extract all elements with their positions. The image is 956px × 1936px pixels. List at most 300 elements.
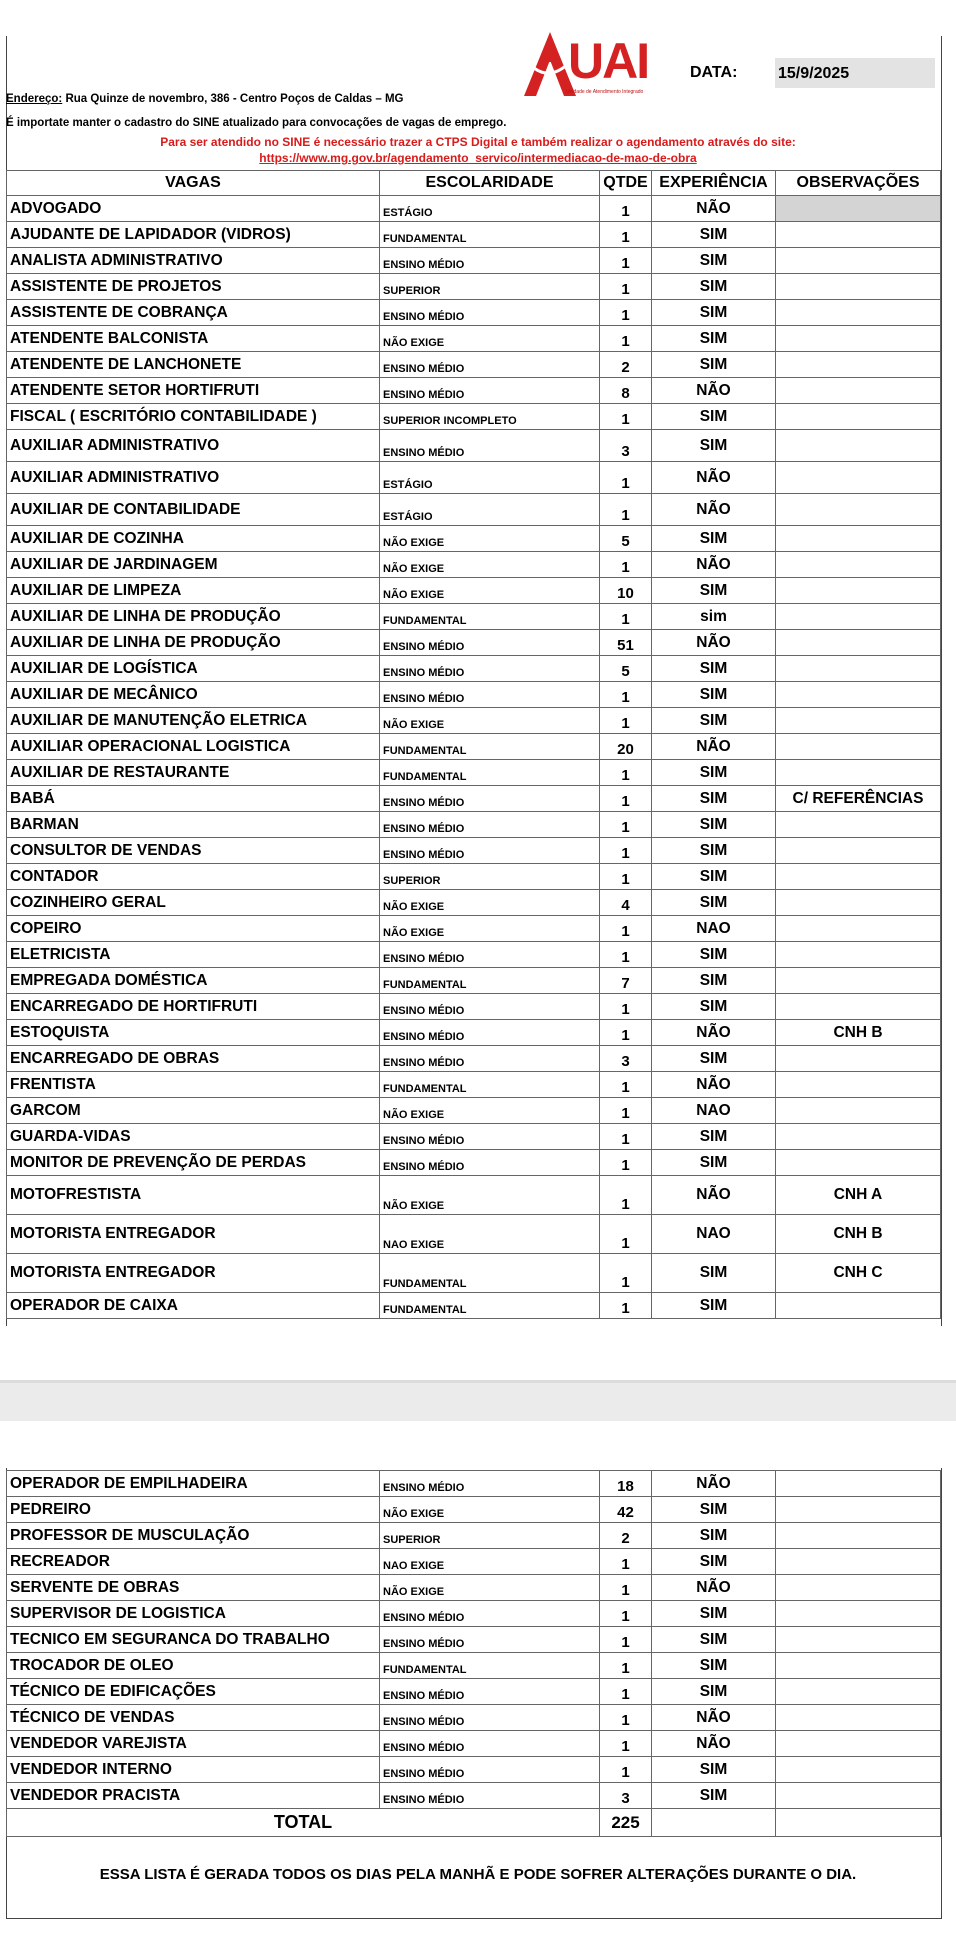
- education-cell: FUNDAMENTAL: [380, 222, 600, 248]
- job-title-cell: AUXILIAR DE LINHA DE PRODUÇÃO: [7, 604, 380, 630]
- experience-cell: SIM: [652, 786, 776, 812]
- notice-url-link[interactable]: https://www.mg.gov.br/agendamento_servico/intermediacao-de-mao-de-obra: [259, 151, 697, 165]
- job-title-cell: ELETRICISTA: [7, 942, 380, 968]
- col-header-qtde: QTDE: [600, 171, 652, 196]
- observation-cell: [776, 1523, 941, 1549]
- logo-text: UAI: [568, 33, 649, 89]
- quantity-cell: 1: [600, 1072, 652, 1098]
- education-cell: ENSINO MÉDIO: [380, 248, 600, 274]
- table-row: [7, 274, 941, 300]
- col-header-vagas: VAGAS: [7, 171, 380, 196]
- total-label: TOTAL: [7, 1809, 600, 1837]
- experience-cell: NÃO: [652, 378, 776, 404]
- job-title-cell: EMPREGADA DOMÉSTICA: [7, 968, 380, 994]
- experience-cell: NAO: [652, 916, 776, 942]
- experience-cell: NÃO: [652, 1176, 776, 1215]
- observation-cell: [776, 248, 941, 274]
- table-row: [7, 968, 941, 994]
- experience-cell: SIM: [652, 1293, 776, 1319]
- job-title-cell: OPERADOR DE EMPILHADEIRA: [7, 1471, 380, 1497]
- observation-cell: C/ REFERÊNCIAS: [776, 786, 941, 812]
- observation-cell: [776, 326, 941, 352]
- quantity-cell: 1: [600, 812, 652, 838]
- experience-cell: SIM: [652, 352, 776, 378]
- table-row: [7, 838, 941, 864]
- education-cell: ENSINO MÉDIO: [380, 1046, 600, 1072]
- observation-cell: [776, 222, 941, 248]
- observation-cell: CNH B: [776, 1020, 941, 1046]
- education-cell: ENSINO MÉDIO: [380, 1124, 600, 1150]
- table-row: [7, 786, 941, 812]
- quantity-cell: 1: [600, 196, 652, 222]
- job-title-cell: COZINHEIRO GERAL: [7, 890, 380, 916]
- experience-cell: NÃO: [652, 552, 776, 578]
- job-title-cell: SUPERVISOR DE LOGISTICA: [7, 1601, 380, 1627]
- education-cell: FUNDAMENTAL: [380, 1653, 600, 1679]
- education-cell: ENSINO MÉDIO: [380, 1020, 600, 1046]
- observation-cell: [776, 300, 941, 326]
- table-row: [7, 1549, 941, 1575]
- col-header-experiencia: EXPERIÊNCIA: [652, 171, 776, 196]
- table-row: [7, 494, 941, 526]
- observation-cell: [776, 630, 941, 656]
- observation-cell: [776, 1627, 941, 1653]
- experience-cell: SIM: [652, 942, 776, 968]
- table-row: [7, 708, 941, 734]
- education-cell: FUNDAMENTAL: [380, 734, 600, 760]
- quantity-cell: 1: [600, 864, 652, 890]
- education-cell: ENSINO MÉDIO: [380, 942, 600, 968]
- experience-cell: SIM: [652, 890, 776, 916]
- quantity-cell: 1: [600, 1627, 652, 1653]
- experience-cell: SIM: [652, 812, 776, 838]
- job-title-cell: AUXILIAR DE LIMPEZA: [7, 578, 380, 604]
- education-cell: NÃO EXIGE: [380, 1497, 600, 1523]
- education-cell: NAO EXIGE: [380, 1215, 600, 1254]
- job-title-cell: BABÁ: [7, 786, 380, 812]
- jobs-table-page-one: [6, 170, 941, 1319]
- observation-cell: [776, 812, 941, 838]
- table-header-row: [7, 171, 941, 196]
- education-cell: NÃO EXIGE: [380, 552, 600, 578]
- table-row: [7, 864, 941, 890]
- observation-cell: [776, 604, 941, 630]
- job-title-cell: VENDEDOR VAREJISTA: [7, 1731, 380, 1757]
- quantity-cell: 1: [600, 1575, 652, 1601]
- table-row: [7, 942, 941, 968]
- observation-cell: [776, 864, 941, 890]
- experience-cell: NÃO: [652, 196, 776, 222]
- observation-cell: [776, 1679, 941, 1705]
- observation-cell: [776, 1783, 941, 1809]
- quantity-cell: 1: [600, 1601, 652, 1627]
- experience-cell: NÃO: [652, 1471, 776, 1497]
- quantity-cell: 1: [600, 552, 652, 578]
- job-title-cell: PEDREIRO: [7, 1497, 380, 1523]
- observation-cell: [776, 760, 941, 786]
- education-cell: ENSINO MÉDIO: [380, 300, 600, 326]
- education-cell: SUPERIOR: [380, 274, 600, 300]
- quantity-cell: 1: [600, 1254, 652, 1293]
- education-cell: ENSINO MÉDIO: [380, 630, 600, 656]
- quantity-cell: 1: [600, 1124, 652, 1150]
- job-title-cell: SERVENTE DE OBRAS: [7, 1575, 380, 1601]
- observation-cell: [776, 1549, 941, 1575]
- education-cell: NÃO EXIGE: [380, 916, 600, 942]
- footer-note: ESSA LISTA É GERADA TODOS OS DIAS PELA MANHÃ E PODE SOFRER ALTERAÇÕES DURANTE O DIA.: [99, 1866, 857, 1883]
- job-title-cell: OPERADOR DE CAIXA: [7, 1293, 380, 1319]
- quantity-cell: 5: [600, 526, 652, 552]
- table-row: [7, 578, 941, 604]
- education-cell: ENSINO MÉDIO: [380, 994, 600, 1020]
- observation-cell: [776, 708, 941, 734]
- table-row: [7, 352, 941, 378]
- address-line: [6, 93, 404, 105]
- observation-cell: [776, 1653, 941, 1679]
- table-row: [7, 1124, 941, 1150]
- quantity-cell: 1: [600, 274, 652, 300]
- experience-cell: NÃO: [652, 1575, 776, 1601]
- education-cell: NÃO EXIGE: [380, 1575, 600, 1601]
- experience-cell: SIM: [652, 1627, 776, 1653]
- table-row: [7, 1046, 941, 1072]
- observation-cell: [776, 1497, 941, 1523]
- education-cell: ENSINO MÉDIO: [380, 1601, 600, 1627]
- quantity-cell: 5: [600, 656, 652, 682]
- experience-cell: SIM: [652, 1124, 776, 1150]
- quantity-cell: 3: [600, 1783, 652, 1809]
- table-row: [7, 682, 941, 708]
- table-row: [7, 1497, 941, 1523]
- education-cell: ENSINO MÉDIO: [380, 430, 600, 462]
- education-cell: NÃO EXIGE: [380, 326, 600, 352]
- quantity-cell: 1: [600, 1293, 652, 1319]
- observation-cell: CNH A: [776, 1176, 941, 1215]
- experience-cell: NÃO: [652, 1020, 776, 1046]
- observation-cell: [776, 378, 941, 404]
- education-cell: ENSINO MÉDIO: [380, 1731, 600, 1757]
- observation-cell: [776, 1471, 941, 1497]
- table-row: [7, 248, 941, 274]
- education-cell: FUNDAMENTAL: [380, 1293, 600, 1319]
- job-title-cell: ASSISTENTE DE COBRANÇA: [7, 300, 380, 326]
- job-title-cell: TÉCNICO DE EDIFICAÇÕES: [7, 1679, 380, 1705]
- observation-cell: [776, 1098, 941, 1124]
- table-row: [7, 1601, 941, 1627]
- observation-cell: [776, 994, 941, 1020]
- experience-cell: NAO: [652, 1215, 776, 1254]
- observation-cell: CNH C: [776, 1254, 941, 1293]
- education-cell: SUPERIOR INCOMPLETO: [380, 404, 600, 430]
- job-title-cell: VENDEDOR INTERNO: [7, 1757, 380, 1783]
- education-cell: ENSINO MÉDIO: [380, 656, 600, 682]
- job-title-cell: MOTOFRESTISTA: [7, 1176, 380, 1215]
- job-title-cell: BARMAN: [7, 812, 380, 838]
- table-row: [7, 1757, 941, 1783]
- logo-subtitle: Unidade de Atendimento Integrado: [566, 89, 644, 95]
- table-row: [7, 300, 941, 326]
- experience-cell: NÃO: [652, 734, 776, 760]
- education-cell: FUNDAMENTAL: [380, 968, 600, 994]
- quantity-cell: 1: [600, 1549, 652, 1575]
- address-value: Rua Quinze de novembro, 386 - Centro Poços de Caldas – MG: [62, 93, 404, 105]
- quantity-cell: 1: [600, 494, 652, 526]
- job-title-cell: RECREADOR: [7, 1549, 380, 1575]
- table-row: [7, 1254, 941, 1293]
- quantity-cell: 1: [600, 838, 652, 864]
- experience-cell: SIM: [652, 968, 776, 994]
- education-cell: ENSINO MÉDIO: [380, 1150, 600, 1176]
- education-cell: ENSINO MÉDIO: [380, 378, 600, 404]
- job-title-cell: PROFESSOR DE MUSCULAÇÃO: [7, 1523, 380, 1549]
- experience-cell: SIM: [652, 1497, 776, 1523]
- quantity-cell: 1: [600, 708, 652, 734]
- job-title-cell: COPEIRO: [7, 916, 380, 942]
- total-value: 225: [600, 1809, 652, 1837]
- job-title-cell: ATENDENTE BALCONISTA: [7, 326, 380, 352]
- quantity-cell: 1: [600, 222, 652, 248]
- job-title-cell: FRENTISTA: [7, 1072, 380, 1098]
- education-cell: NÃO EXIGE: [380, 526, 600, 552]
- job-title-cell: ATENDENTE SETOR HORTIFRUTI: [7, 378, 380, 404]
- experience-cell: SIM: [652, 1601, 776, 1627]
- job-title-cell: ESTOQUISTA: [7, 1020, 380, 1046]
- quantity-cell: 1: [600, 1653, 652, 1679]
- education-cell: FUNDAMENTAL: [380, 1072, 600, 1098]
- table-row: [7, 222, 941, 248]
- observation-cell: [776, 1731, 941, 1757]
- table-row: [7, 462, 941, 494]
- experience-cell: SIM: [652, 1046, 776, 1072]
- table-row: [7, 196, 941, 222]
- experience-cell: SIM: [652, 838, 776, 864]
- job-title-cell: AUXILIAR DE JARDINAGEM: [7, 552, 380, 578]
- table-row: [7, 760, 941, 786]
- quantity-cell: 3: [600, 430, 652, 462]
- job-title-cell: AUXILIAR DE LOGÍSTICA: [7, 656, 380, 682]
- job-title-cell: CONSULTOR DE VENDAS: [7, 838, 380, 864]
- observation-cell: [776, 1757, 941, 1783]
- quantity-cell: 51: [600, 630, 652, 656]
- experience-cell: SIM: [652, 326, 776, 352]
- experience-cell: SIM: [652, 222, 776, 248]
- total-row: [7, 1809, 941, 1837]
- table-row: [7, 1653, 941, 1679]
- quantity-cell: 20: [600, 734, 652, 760]
- education-cell: NÃO EXIGE: [380, 1176, 600, 1215]
- observation-cell: [776, 404, 941, 430]
- education-cell: NÃO EXIGE: [380, 708, 600, 734]
- experience-cell: SIM: [652, 708, 776, 734]
- experience-cell: NAO: [652, 1098, 776, 1124]
- observation-cell: [776, 1601, 941, 1627]
- education-cell: ENSINO MÉDIO: [380, 1757, 600, 1783]
- table-row: [7, 1150, 941, 1176]
- table-row: [7, 1215, 941, 1254]
- quantity-cell: 1: [600, 1679, 652, 1705]
- job-title-cell: ANALISTA ADMINISTRATIVO: [7, 248, 380, 274]
- experience-cell: SIM: [652, 656, 776, 682]
- table-row: [7, 1705, 941, 1731]
- quantity-cell: 1: [600, 1215, 652, 1254]
- table-row: [7, 1679, 941, 1705]
- education-cell: ENSINO MÉDIO: [380, 352, 600, 378]
- education-cell: NÃO EXIGE: [380, 578, 600, 604]
- table-row: [7, 378, 941, 404]
- education-cell: ENSINO MÉDIO: [380, 1471, 600, 1497]
- experience-cell: SIM: [652, 1254, 776, 1293]
- job-title-cell: AUXILIAR DE CONTABILIDADE: [7, 494, 380, 526]
- quantity-cell: 7: [600, 968, 652, 994]
- page-gap: [0, 1380, 956, 1421]
- quantity-cell: 1: [600, 326, 652, 352]
- job-title-cell: ENCARREGADO DE HORTIFRUTI: [7, 994, 380, 1020]
- observation-cell: [776, 1150, 941, 1176]
- observation-cell: [776, 1072, 941, 1098]
- observation-cell: [776, 890, 941, 916]
- job-title-cell: AJUDANTE DE LAPIDADOR (VIDROS): [7, 222, 380, 248]
- education-cell: ENSINO MÉDIO: [380, 682, 600, 708]
- table-row: [7, 1098, 941, 1124]
- total-empty-cell: [652, 1809, 776, 1837]
- observation-cell: [776, 1575, 941, 1601]
- job-title-cell: AUXILIAR OPERACIONAL LOGISTICA: [7, 734, 380, 760]
- experience-cell: SIM: [652, 1523, 776, 1549]
- table-row: [7, 604, 941, 630]
- jobs-table-body-one: [7, 196, 941, 1319]
- experience-cell: SIM: [652, 1653, 776, 1679]
- table-row: [7, 1471, 941, 1497]
- total-empty-cell: [776, 1809, 941, 1837]
- quantity-cell: 8: [600, 378, 652, 404]
- education-cell: NÃO EXIGE: [380, 890, 600, 916]
- table-row: [7, 526, 941, 552]
- table-row: [7, 656, 941, 682]
- job-title-cell: AUXILIAR DE LINHA DE PRODUÇÃO: [7, 630, 380, 656]
- observation-cell: [776, 196, 941, 222]
- col-header-escolaridade: ESCOLARIDADE: [380, 171, 600, 196]
- experience-cell: SIM: [652, 1150, 776, 1176]
- quantity-cell: 1: [600, 248, 652, 274]
- job-title-cell: MONITOR DE PREVENÇÃO DE PERDAS: [7, 1150, 380, 1176]
- education-cell: SUPERIOR: [380, 864, 600, 890]
- quantity-cell: 1: [600, 300, 652, 326]
- table-row: [7, 916, 941, 942]
- table-row: [7, 812, 941, 838]
- job-title-cell: TROCADOR DE OLEO: [7, 1653, 380, 1679]
- observation-cell: [776, 274, 941, 300]
- experience-cell: NÃO: [652, 630, 776, 656]
- job-title-cell: GARCOM: [7, 1098, 380, 1124]
- address-label: Endereço:: [6, 93, 63, 105]
- experience-cell: SIM: [652, 300, 776, 326]
- table-row: [7, 1575, 941, 1601]
- quantity-cell: 3: [600, 1046, 652, 1072]
- quantity-cell: 10: [600, 578, 652, 604]
- job-title-cell: ENCARREGADO DE OBRAS: [7, 1046, 380, 1072]
- job-title-cell: AUXILIAR ADMINISTRATIVO: [7, 430, 380, 462]
- observation-cell: [776, 494, 941, 526]
- quantity-cell: 1: [600, 1731, 652, 1757]
- job-title-cell: AUXILIAR DE COZINHA: [7, 526, 380, 552]
- observation-cell: [776, 1293, 941, 1319]
- education-cell: ESTÁGIO: [380, 196, 600, 222]
- table-row: [7, 1731, 941, 1757]
- education-cell: NAO EXIGE: [380, 1549, 600, 1575]
- education-cell: ESTÁGIO: [380, 462, 600, 494]
- experience-cell: NÃO: [652, 494, 776, 526]
- observation-cell: [776, 1124, 941, 1150]
- col-header-observacoes: OBSERVAÇÕES: [776, 171, 941, 196]
- quantity-cell: 1: [600, 1020, 652, 1046]
- quantity-cell: 1: [600, 604, 652, 630]
- table-row: [7, 552, 941, 578]
- quantity-cell: 1: [600, 462, 652, 494]
- quantity-cell: 1: [600, 786, 652, 812]
- quantity-cell: 1: [600, 1757, 652, 1783]
- education-cell: NÃO EXIGE: [380, 1098, 600, 1124]
- table-row: [7, 1072, 941, 1098]
- observation-cell: CNH B: [776, 1215, 941, 1254]
- table-row: [7, 890, 941, 916]
- table-row: [7, 1293, 941, 1319]
- experience-cell: NÃO: [652, 1731, 776, 1757]
- experience-cell: sim: [652, 604, 776, 630]
- job-title-cell: VENDEDOR PRACISTA: [7, 1783, 380, 1809]
- education-cell: ENSINO MÉDIO: [380, 1783, 600, 1809]
- job-title-cell: CONTADOR: [7, 864, 380, 890]
- quantity-cell: 42: [600, 1497, 652, 1523]
- experience-cell: SIM: [652, 994, 776, 1020]
- notice-update: É importate manter o cadastro do SINE atualizado para convocações de vagas de emprego.: [6, 117, 507, 129]
- date-value: 15/9/2025: [775, 58, 935, 88]
- job-title-cell: AUXILIAR DE MECÂNICO: [7, 682, 380, 708]
- education-cell: ENSINO MÉDIO: [380, 812, 600, 838]
- table-row: [7, 1627, 941, 1653]
- education-cell: ENSINO MÉDIO: [380, 1679, 600, 1705]
- table-row: [7, 734, 941, 760]
- observation-cell: [776, 942, 941, 968]
- job-title-cell: AUXILIAR DE MANUTENÇÃO ELETRICA: [7, 708, 380, 734]
- observation-cell: [776, 734, 941, 760]
- education-cell: FUNDAMENTAL: [380, 760, 600, 786]
- quantity-cell: 1: [600, 1705, 652, 1731]
- education-cell: SUPERIOR: [380, 1523, 600, 1549]
- job-title-cell: TÉCNICO DE VENDAS: [7, 1705, 380, 1731]
- experience-cell: SIM: [652, 1757, 776, 1783]
- job-title-cell: MOTORISTA ENTREGADOR: [7, 1215, 380, 1254]
- quantity-cell: 4: [600, 890, 652, 916]
- table-row: [7, 630, 941, 656]
- jobs-table-page-two: [6, 1470, 941, 1837]
- experience-cell: SIM: [652, 1679, 776, 1705]
- quantity-cell: 1: [600, 1098, 652, 1124]
- experience-cell: SIM: [652, 760, 776, 786]
- quantity-cell: 1: [600, 682, 652, 708]
- table-row: [7, 1176, 941, 1215]
- job-title-cell: ATENDENTE DE LANCHONETE: [7, 352, 380, 378]
- observation-cell: [776, 656, 941, 682]
- experience-cell: SIM: [652, 1549, 776, 1575]
- observation-cell: [776, 352, 941, 378]
- table-row: [7, 404, 941, 430]
- observation-cell: [776, 462, 941, 494]
- experience-cell: SIM: [652, 682, 776, 708]
- job-title-cell: FISCAL ( ESCRITÓRIO CONTABILIDADE ): [7, 404, 380, 430]
- table-row: [7, 1020, 941, 1046]
- experience-cell: SIM: [652, 578, 776, 604]
- table-row: [7, 430, 941, 462]
